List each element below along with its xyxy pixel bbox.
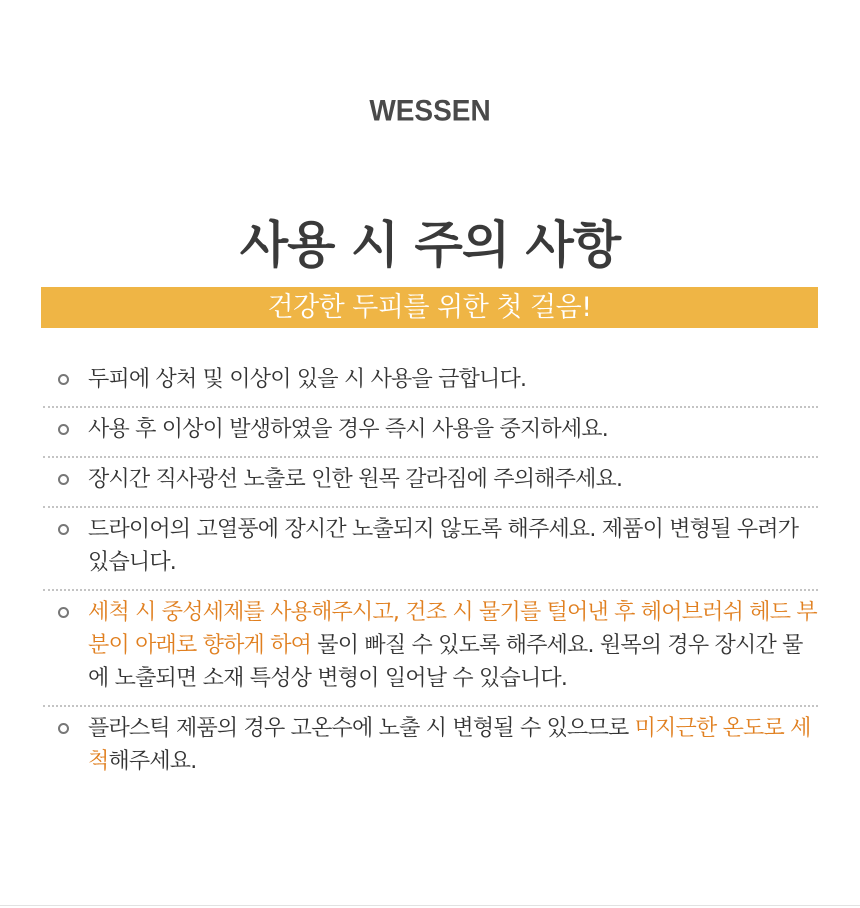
caution-item [43, 707, 818, 788]
brand-logo: WESSEN [369, 94, 491, 127]
caution-item [43, 508, 818, 591]
caution-list [43, 358, 818, 788]
circle-bullet-icon [58, 607, 69, 618]
caution-text: 해주세요. [108, 749, 197, 774]
caution-text-highlight: 미지근한 온도로 세척 [88, 716, 811, 774]
circle-bullet-icon [58, 524, 69, 535]
caution-text: 드라이어의 고열풍에 장시간 노출되지 않도록 해주세요. 제품이 변형될 우려가 있습니다. [88, 517, 799, 575]
bottom-divider [0, 905, 860, 906]
caution-text: 사용 후 이상이 발생하였을 경우 즉시 사용을 중지하세요. [88, 417, 608, 442]
caution-item [43, 591, 818, 707]
caution-item [43, 408, 818, 458]
caution-text: 장시간 직사광선 노출로 인한 원목 갈라짐에 주의해주세요. [88, 467, 623, 492]
caution-item [43, 358, 818, 408]
circle-bullet-icon [58, 374, 69, 385]
circle-bullet-icon [58, 723, 69, 734]
circle-bullet-icon [58, 424, 69, 435]
page-title: 사용 시 주의 사항 [239, 216, 621, 274]
circle-bullet-icon [58, 474, 69, 485]
caution-item [43, 458, 818, 508]
caution-text: 플라스틱 제품의 경우 고온수에 노출 시 변형될 수 있으므로 [88, 716, 635, 741]
caution-text: 물이 빠질 수 있도록 해주세요. 원목의 경우 장시간 물에 노출되면 소재 특성상 변형이 일어날 수 있습니다. [88, 633, 803, 691]
subtitle-banner: 건강한 두피를 위한 첫 걸음! [41, 287, 818, 328]
caution-text: 두피에 상처 및 이상이 있을 시 사용을 금합니다. [88, 367, 527, 392]
caution-text-highlight: 세척 시 중성세제를 사용해주시고, 건조 시 물기를 털어낸 후 헤어브러쉬 헤드 부분이 아래로 향하게 하여 [88, 600, 817, 658]
